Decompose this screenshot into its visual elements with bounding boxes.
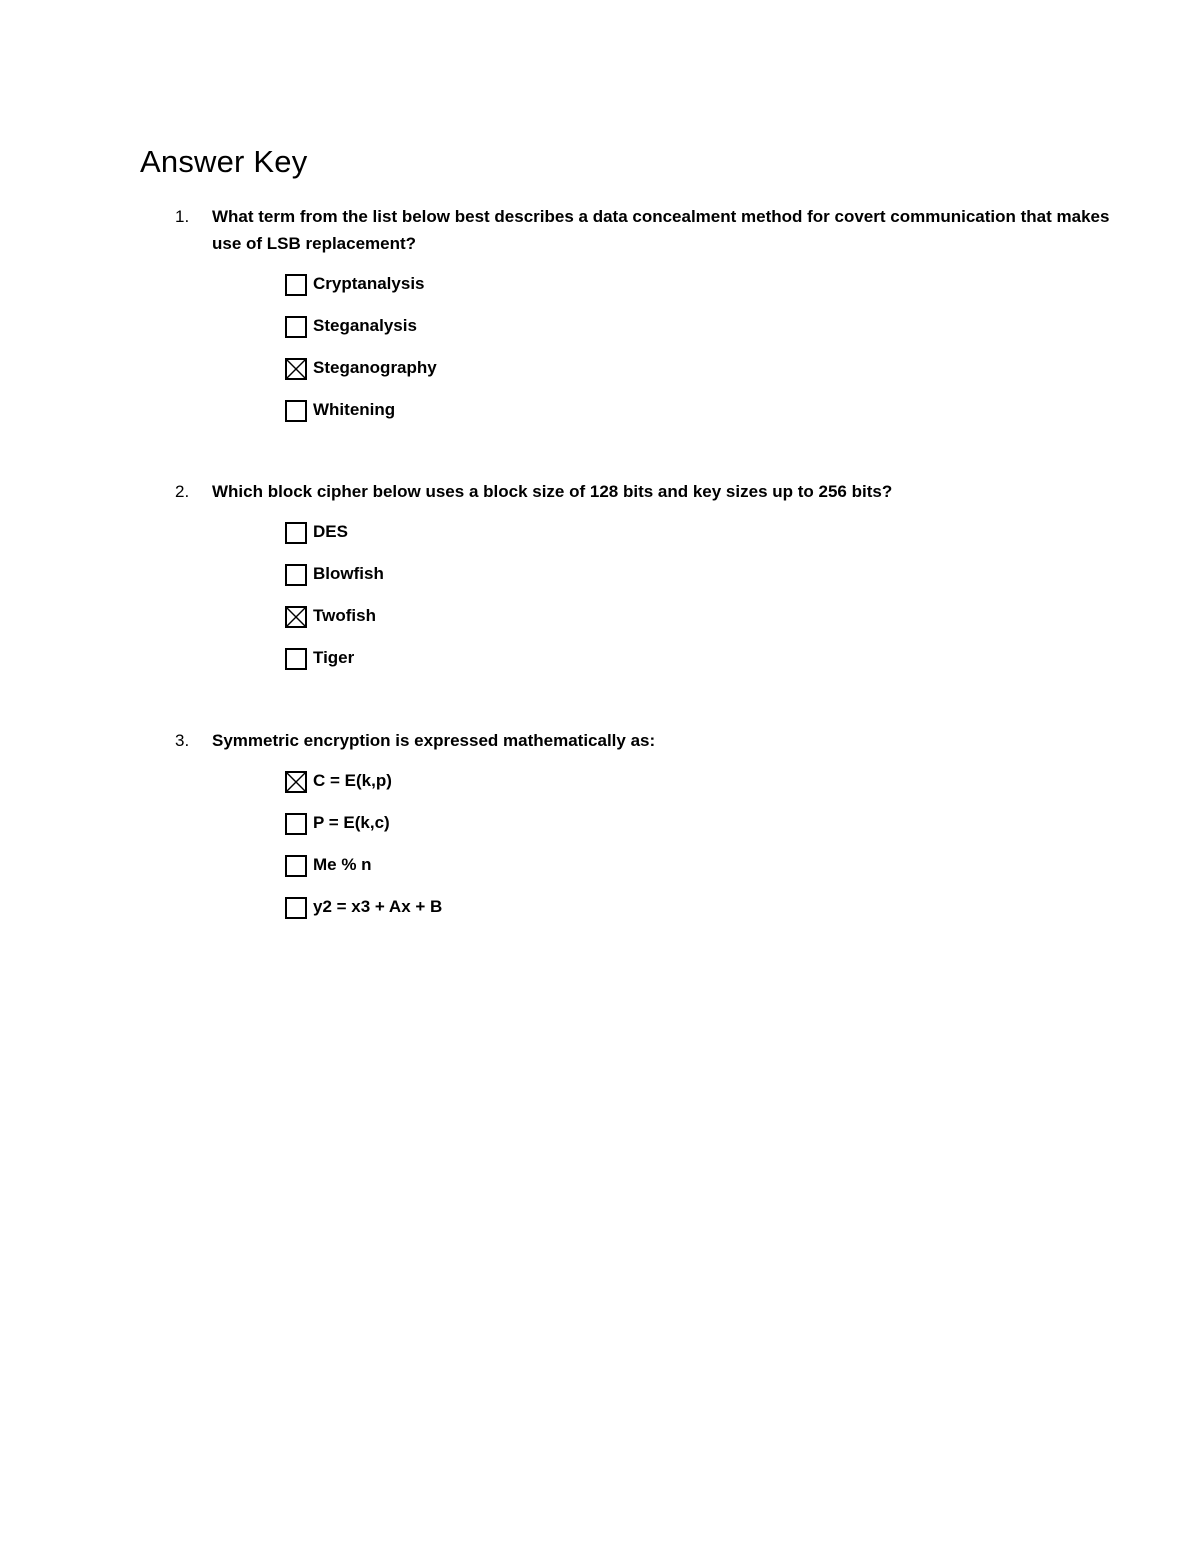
option-label: Steganography: [313, 358, 437, 377]
question-number: 1.: [175, 207, 190, 226]
option-label: P = E(k,c): [313, 813, 390, 832]
option-twofish[interactable]: [140, 604, 1100, 646]
option-label: Me % n: [313, 855, 372, 874]
question-2: [140, 478, 1100, 688]
option-c-equals-e-k-p[interactable]: [140, 769, 1100, 811]
checkbox-checked-icon[interactable]: [285, 358, 307, 380]
option-label: C = E(k,p): [313, 771, 392, 790]
checkbox-unchecked-icon[interactable]: [285, 522, 307, 544]
question-number: 2.: [175, 482, 190, 501]
checkbox-checked-icon[interactable]: [285, 606, 307, 628]
page-title: Answer Key: [140, 144, 308, 179]
option-blowfish[interactable]: [140, 562, 1100, 604]
checkbox-unchecked-icon[interactable]: [285, 855, 307, 877]
option-me-mod-n[interactable]: [140, 853, 1100, 895]
options-list: [140, 272, 1100, 440]
checkbox-unchecked-icon[interactable]: [285, 400, 307, 422]
checkbox-checked-icon[interactable]: [285, 771, 307, 793]
question-3: [140, 727, 1100, 937]
option-des[interactable]: [140, 520, 1100, 562]
option-label: Cryptanalysis: [313, 274, 425, 293]
question-1: [140, 203, 1110, 440]
option-label: Whitening: [313, 400, 396, 419]
options-list: [140, 520, 1100, 688]
option-tiger[interactable]: [140, 646, 1100, 688]
option-label: Steganalysis: [313, 316, 417, 335]
option-label: Tiger: [313, 648, 355, 667]
option-whitening[interactable]: [140, 398, 1100, 440]
option-steganalysis[interactable]: [140, 314, 1100, 356]
option-steganography[interactable]: [140, 356, 1100, 398]
option-label: DES: [313, 522, 348, 541]
option-p-equals-e-k-c[interactable]: [140, 811, 1100, 853]
question-text: Symmetric encryption is expressed mathematically as:: [212, 731, 656, 750]
question-number: 3.: [175, 731, 190, 750]
option-cryptanalysis[interactable]: [140, 272, 1100, 314]
option-elliptic-curve[interactable]: [140, 895, 1100, 937]
checkbox-unchecked-icon[interactable]: [285, 274, 307, 296]
option-label: y2 = x3 + Ax + B: [313, 897, 443, 916]
checkbox-unchecked-icon[interactable]: [285, 648, 307, 670]
checkbox-unchecked-icon[interactable]: [285, 564, 307, 586]
options-list: [140, 769, 1100, 937]
question-text: Which block cipher below uses a block size of 128 bits and key sizes up to 256 bits?: [212, 482, 893, 501]
checkbox-unchecked-icon[interactable]: [285, 813, 307, 835]
checkbox-unchecked-icon[interactable]: [285, 316, 307, 338]
option-label: Twofish: [313, 606, 376, 625]
option-label: Blowfish: [313, 564, 384, 583]
checkbox-unchecked-icon[interactable]: [285, 897, 307, 919]
question-text: What term from the list below best describes a data concealment method for covert communication that makes use of LSB replacement?: [212, 207, 1110, 253]
